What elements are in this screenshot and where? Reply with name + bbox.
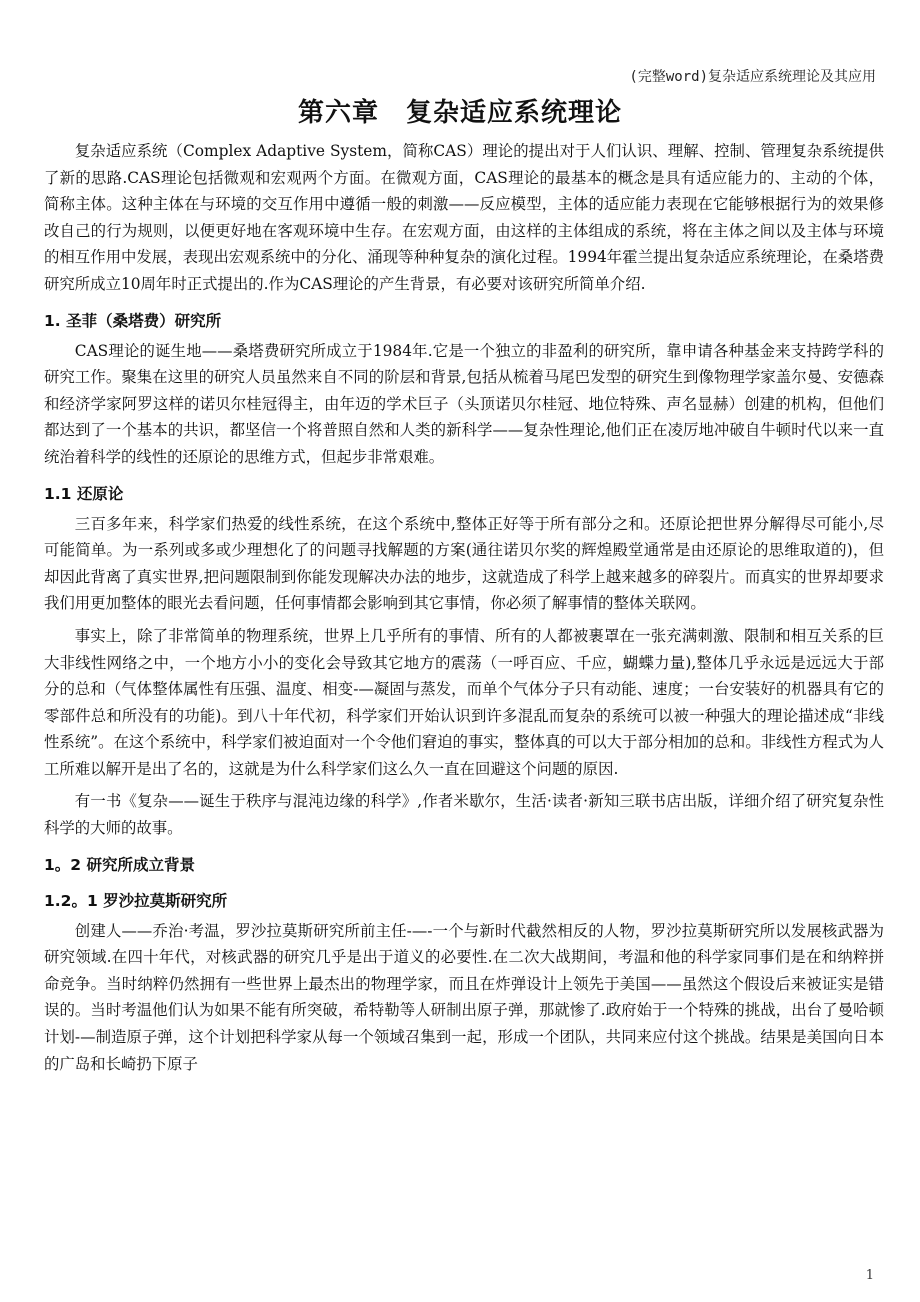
document-body [44,138,884,1077]
intro-paragraph: 复杂适应系统（Complex Adaptive System，简称CAS）理论的提出对于人们认识、理解、控制、管理复杂系统提供了新的思路.CAS理论包括微观和宏观两个方面。在微观方面，CAS理论的最基本的概念是具有适应能力的、主动的个体，简称主体。这种主体在与环境的交互作用中遵循一般的刺激——反应模型，主体的适应能力表现在它能够根据行为的效果修改自己的行为规则，以便更好地在客观环境中生存。在宏观方面，由这样的主体组成的系统，将在主体之间以及主体与环境的相互作用中发展，表现出宏观系统中的分化、涌现等种种复杂的演化过程。1994年霍兰提出复杂适应系统理论，在桑塔费研究所成立10周年时正式提出的.作为CAS理论的产生背景，有必要对该研究所简单介绍. [44,142,884,293]
section-1-1-paragraph-3: 有一书《复杂——诞生于秩序与混沌边缘的科学》,作者米歇尔，生活·读者·新知三联书店出版，详细介绍了研究复杂性科学的大师的故事。 [44,792,884,838]
section-1-1-paragraph-1: 三百多年来，科学家们热爱的线性系统，在这个系统中,整体正好等于所有部分之和。还原论把世界分解得尽可能小,尽可能简单。为一系列或多或少理想化了的问题寻找解题的方案(通往诺贝尔奖的辉煌殿堂通常是由还原论的思维取道的)，但却因此背离了真实世界,把问题限制到你能发现解决办法的地步，这就造成了科学上越来越多的碎裂片。而真实的世界却要求我们用更加整体的眼光去看问题，任何事情都会影响到其它事情，你必须了解事情的整体关联网。 [44,514,884,613]
section-1-paragraph: CAS理论的诞生地——桑塔费研究所成立于1984年.它是一个独立的非盈利的研究所，靠申请各种基金来支持跨学科的研究工作。聚集在这里的研究人员虽然来自不同的阶层和背景,包括从梳着马尾巴发型的研究生到像物理学家盖尔曼、安德森和经济学家阿罗这样的诺贝尔桂冠得主，由年迈的学术巨子（头顶诺贝尔桂冠、地位特殊、声名显赫）创建的机构，但他们都达到了一个基本的共识，都坚信一个将普照自然和人类的新科学——复杂性理论,他们正在凌厉地冲破自牛顿时代以来一直统治着科学的线性的还原论的思维方式，但起步非常艰难。 [44,341,884,466]
running-header: (完整word)复杂适应系统理论及其应用 [629,69,876,85]
section-heading-1-2: 1。2 研究所成立背景 [44,855,195,874]
page-number: 1 [865,1268,874,1283]
section-1-2-1-paragraph: 创建人——乔治·考温，罗沙拉莫斯研究所前主任-—-一个与新时代截然相反的人物，罗沙拉莫斯研究所以发展核武器为研究领域.在四十年代，对核武器的研究几乎是出于道义的必要性.在二次大战期间，考温和他的科学家同事们是在和纳粹拼命竞争。当时纳粹仍然拥有一些世界上最杰出的物理学家，而且在炸弹设计上领先于美国——虽然这个假设后来被证实是错误的。当时考温他们认为如果不能有所突破，希特勒等人研制出原子弹，那就惨了.政府始于一个特殊的挑战，出台了曼哈顿计划-—制造原子弹，这个计划把科学家从每一个领域召集到一起，形成一个团队，共同来应付这个挑战。结果是美国向日本的广岛和长崎扔下原子 [44,921,884,1073]
section-heading-1-2-1: 1.2。1 罗沙拉莫斯研究所 [44,891,228,910]
chapter-title: 第六章 复杂适应系统理论 [297,98,622,128]
section-1-1-paragraph-2: 事实上，除了非常简单的物理系统，世界上几乎所有的事情、所有的人都被裹罩在一张充满刺激、限制和相互关系的巨大非线性网络之中，一个地方小小的变化会导致其它地方的震荡（一呼百应、千应，蝴蝶力量),整体几乎永远是远远大于部分的总和（气体整体属性有压强、温度、相变-—凝固与蒸发，而单个气体分子只有动能、速度；一台安装好的机器具有它的零部件总和所没有的功能)。到八十年代初，科学家们开始认识到许多混乱而复杂的系统可以被一种强大的理论描述成“非线性系统”。在这个系统中，科学家们被迫面对一个令他们窘迫的事实，整体真的可以大于部分相加的总和。非线性方程式为人工所难以解开是出了名的，这就是为什么科学家们这么久一直在回避这个问题的原因. [44,626,884,778]
section-heading-1-1: 1.1 还原论 [44,484,124,503]
section-heading-1: 1. 圣菲（桑塔费）研究所 [44,311,222,330]
